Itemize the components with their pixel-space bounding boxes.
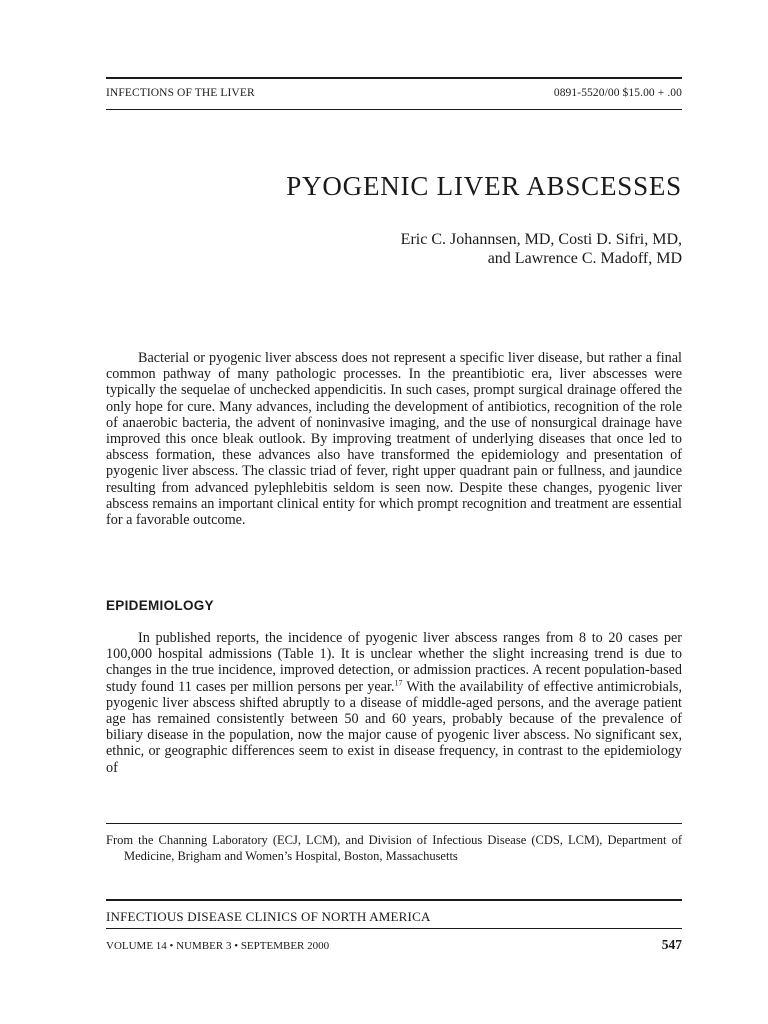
epidemiology-block bbox=[106, 630, 682, 776]
abstract-block bbox=[106, 350, 682, 528]
abstract-paragraph: Bacterial or pyogenic liver abscess does not represent a specific liver disease, but rather a final common pathway of many pathologic processes. In the preantibiotic era, liver abscesses were typically the sequelae of unchecked appendicitis. In such cases, prompt surgical drainage offered the only hope for cure. Many advances, including the development of antibiotics, recognition of the role of anaerobic bacteria, the advent of noninvasive imaging, and the use of nonsurgical drainage have improved this once bleak outlook. By improving treatment of underlying diseases that once led to abscess formation, these advances also have transformed the epidemiology and presentation of pyogenic liver abscess. The classic triad of fever, right upper quadrant pain or fullness, and jaundice resulting from advanced pylephlebitis seldom is seen now. Despite these changes, pyogenic liver abscess remains an important clinical entity for which prompt recognition and treatment are essential for a favorable outcome. bbox=[106, 350, 682, 529]
footer-bar bbox=[106, 937, 682, 953]
epidemiology-text-1: In published reports, the incidence of pyogenic liver abscess ranges from 8 to 20 cases per 100,000 hospital admissions (Table 1). It is unclear whether the slight increasing trend is due to changes in the true incidence, improved detection, or admission practices. A recent population-based study found 11 cases per million persons per year. bbox=[106, 630, 682, 695]
issn-price: 0891-5520/00 $15.00 + .00 bbox=[553, 87, 682, 99]
authors-line-2: and Lawrence C. Madoff, MD bbox=[487, 250, 682, 267]
volume-info: VOLUME 14 • NUMBER 3 • SEPTEMBER 2000 bbox=[106, 940, 330, 952]
reference-marker: 17 bbox=[394, 677, 403, 687]
authors-line-1: Eric C. Johannsen, MD, Costi D. Sifri, MD, bbox=[400, 231, 682, 248]
affiliation-footnote: From the Channing Laboratory (ECJ, LCM), and Division of Infectious Disease (CDS, LCM), Department of Medicine, Brigham and Women’s Hospital, Boston, Massachusetts bbox=[106, 833, 682, 863]
top-rule bbox=[106, 77, 682, 79]
epidemiology-paragraph bbox=[106, 630, 682, 776]
author-block bbox=[106, 230, 682, 268]
running-title: INFECTIONS OF THE LIVER bbox=[106, 87, 255, 99]
running-header bbox=[106, 87, 682, 99]
article-title: PYOGENIC LIVER ABSCESSES bbox=[286, 171, 682, 201]
footer-rule-bottom bbox=[106, 928, 682, 929]
header-underline bbox=[106, 109, 682, 110]
footer-rule-top bbox=[106, 899, 682, 901]
epidemiology-text-2: With the availability of effective antimicrobials, pyogenic liver abscess shifted abruptly to a disease of middle-aged persons, and the average patient age has remained consistently between 50 and 60 years, probably because of the prevalence of biliary disease in the population, now the major cause of pyogenic liver abscess. No significant sex, ethnic, or geographic differences seem to exist in disease frequency, in contrast to the epidemiology of bbox=[106, 678, 682, 776]
section-heading: EPIDEMIOLOGY bbox=[106, 598, 214, 613]
footnote-rule bbox=[106, 823, 682, 824]
page-number: 547 bbox=[661, 937, 682, 952]
journal-name: INFECTIOUS DISEASE CLINICS OF NORTH AMERICA bbox=[106, 909, 431, 924]
